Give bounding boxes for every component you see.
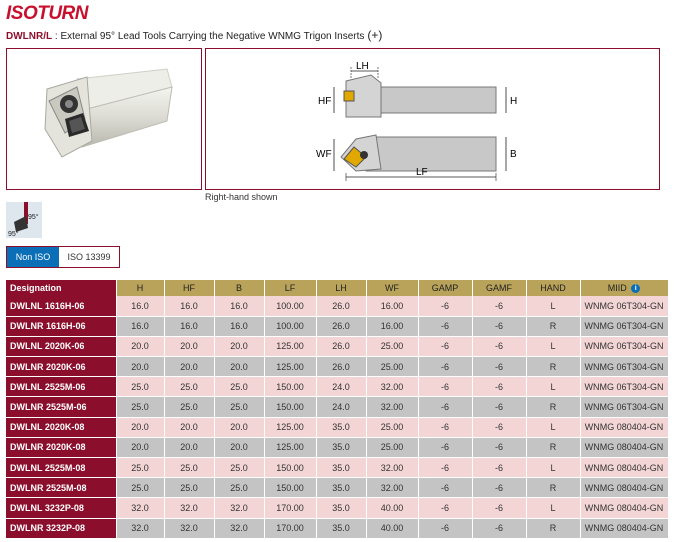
designation-link[interactable]: DWLNR 3232P-08 (6, 518, 116, 538)
designation-link[interactable]: DWLNL 3232P-08 (6, 498, 116, 518)
table-cell: WNMG 06T304-GN (580, 397, 668, 417)
product-code: DWLNR/L (6, 31, 53, 42)
table-cell: 35.0 (316, 458, 366, 478)
table-cell: 125.00 (264, 336, 316, 356)
table-cell: 150.00 (264, 478, 316, 498)
designation-link[interactable]: DWLNR 2020K-06 (6, 357, 116, 377)
table-cell: WNMG 06T304-GN (580, 296, 668, 316)
table-cell: L (526, 417, 580, 437)
table-cell: 100.00 (264, 316, 316, 336)
table-cell: 35.0 (316, 518, 366, 538)
table-cell: -6 (472, 316, 526, 336)
table-cell: 40.00 (366, 518, 418, 538)
table-cell: WNMG 06T304-GN (580, 336, 668, 356)
table-cell: 16.0 (164, 316, 214, 336)
designation-link[interactable]: DWLNR 2525M-06 (6, 397, 116, 417)
table-row[interactable] (6, 336, 668, 356)
table-cell: -6 (472, 498, 526, 518)
table-cell: 20.0 (116, 417, 164, 437)
table-cell: -6 (472, 518, 526, 538)
table-cell: 35.0 (316, 478, 366, 498)
table-cell: 16.0 (116, 296, 164, 316)
table-cell: 20.0 (164, 437, 214, 457)
dimension-drawing (206, 49, 659, 189)
standard-tabs (6, 246, 120, 268)
dim-label-wf: WF (316, 149, 332, 160)
table-cell: 40.00 (366, 498, 418, 518)
table-cell: 25.00 (366, 357, 418, 377)
designation-link[interactable]: DWLNL 1616H-06 (6, 296, 116, 316)
table-cell: -6 (418, 357, 472, 377)
col-header-lf[interactable]: LF (264, 280, 316, 296)
table-cell: 24.0 (316, 397, 366, 417)
designation-link[interactable]: DWLNL 2525M-06 (6, 377, 116, 397)
isoturn-logo (6, 4, 88, 24)
table-row[interactable] (6, 417, 668, 437)
table-row[interactable] (6, 316, 668, 336)
table-cell: 20.0 (164, 357, 214, 377)
designation-link[interactable]: DWLNR 1616H-06 (6, 316, 116, 336)
table-cell: L (526, 377, 580, 397)
plus-icon[interactable]: (+) (367, 28, 383, 42)
table-cell: -6 (418, 316, 472, 336)
table-cell: 25.0 (164, 458, 214, 478)
table-cell: 170.00 (264, 518, 316, 538)
tool-image-panel (6, 48, 202, 190)
table-cell: R (526, 316, 580, 336)
table-cell: 32.0 (214, 518, 264, 538)
dim-label-b: B (510, 149, 517, 160)
table-cell: L (526, 296, 580, 316)
col-header-hf[interactable]: HF (164, 280, 214, 296)
table-cell: 16.0 (214, 296, 264, 316)
table-cell: -6 (418, 296, 472, 316)
designation-link[interactable]: DWLNL 2020K-08 (6, 417, 116, 437)
table-cell: 32.0 (116, 518, 164, 538)
table-cell: L (526, 336, 580, 356)
table-cell: WNMG 06T304-GN (580, 316, 668, 336)
table-cell: 24.0 (316, 377, 366, 397)
col-header-designation[interactable]: Designation (6, 280, 116, 296)
table-cell: 16.0 (164, 296, 214, 316)
table-cell: 170.00 (264, 498, 316, 518)
designation-link[interactable]: DWLNR 2020K-08 (6, 437, 116, 457)
table-cell: 150.00 (264, 458, 316, 478)
table-cell: 32.0 (116, 498, 164, 518)
table-cell: L (526, 498, 580, 518)
table-row[interactable] (6, 498, 668, 518)
col-header-wf[interactable]: WF (366, 280, 418, 296)
table-cell: -6 (418, 377, 472, 397)
technical-drawing-panel (205, 48, 660, 190)
table-cell: -6 (472, 437, 526, 457)
table-cell: -6 (472, 478, 526, 498)
table-cell: 20.0 (214, 336, 264, 356)
table-cell: 125.00 (264, 417, 316, 437)
col-header-lh[interactable]: LH (316, 280, 366, 296)
designation-link[interactable]: DWLNL 2020K-06 (6, 336, 116, 356)
table-cell: 25.0 (214, 397, 264, 417)
col-header-gamp[interactable]: GAMP (418, 280, 472, 296)
table-cell: R (526, 518, 580, 538)
designation-link[interactable]: DWLNR 2525M-08 (6, 478, 116, 498)
table-row[interactable] (6, 458, 668, 478)
table-cell: 32.0 (214, 498, 264, 518)
table-cell: 25.0 (116, 397, 164, 417)
table-cell: 125.00 (264, 437, 316, 457)
title-separator: : (52, 31, 61, 42)
col-header-h[interactable]: H (116, 280, 164, 296)
table-cell: WNMG 080404-GN (580, 417, 668, 437)
table-cell: 25.0 (164, 377, 214, 397)
dim-label-hf: HF (318, 96, 332, 107)
table-cell: -6 (418, 498, 472, 518)
table-cell: WNMG 080404-GN (580, 437, 668, 457)
angle-label: 95° (28, 214, 39, 221)
tool-holder-image (7, 49, 201, 189)
table-cell: 16.00 (366, 296, 418, 316)
table-cell: -6 (472, 458, 526, 478)
col-header-b[interactable]: B (214, 280, 264, 296)
table-cell: -6 (418, 478, 472, 498)
table-cell: -6 (418, 397, 472, 417)
table-row[interactable] (6, 357, 668, 377)
table-cell: -6 (418, 458, 472, 478)
table-cell: 32.00 (366, 458, 418, 478)
table-cell: WNMG 080404-GN (580, 498, 668, 518)
page-title (6, 28, 382, 42)
table-cell: WNMG 080404-GN (580, 478, 668, 498)
table-cell: -6 (472, 377, 526, 397)
table-cell: L (526, 458, 580, 478)
table-cell: 25.00 (366, 336, 418, 356)
table-cell: -6 (472, 296, 526, 316)
table-cell: -6 (472, 397, 526, 417)
table-cell: R (526, 397, 580, 417)
table-cell: 20.0 (214, 417, 264, 437)
table-cell: R (526, 478, 580, 498)
table-cell: 25.0 (214, 478, 264, 498)
table-cell: 20.0 (214, 437, 264, 457)
table-header-row (6, 280, 668, 296)
logo-text: ISOTURN (6, 3, 88, 24)
table-cell: 20.0 (116, 357, 164, 377)
table-cell: 25.0 (116, 458, 164, 478)
table-cell: 25.0 (116, 377, 164, 397)
table-cell: 25.0 (214, 458, 264, 478)
table-cell: -6 (472, 357, 526, 377)
table-cell: 20.0 (214, 357, 264, 377)
table-cell: WNMG 080404-GN (580, 458, 668, 478)
table-cell: 25.00 (366, 437, 418, 457)
table-cell: 16.00 (366, 316, 418, 336)
table-cell: 32.00 (366, 377, 418, 397)
col-header-hand[interactable]: HAND (526, 280, 580, 296)
table-cell: 32.00 (366, 397, 418, 417)
table-row[interactable] (6, 296, 668, 316)
lead-angle-icon (6, 202, 42, 238)
table-cell: 20.0 (116, 336, 164, 356)
table-cell: 32.0 (164, 518, 214, 538)
table-cell: 35.0 (316, 417, 366, 437)
table-cell: 20.0 (116, 437, 164, 457)
table-cell: 25.0 (164, 397, 214, 417)
table-cell: 25.00 (366, 417, 418, 437)
table-cell: 20.0 (164, 417, 214, 437)
table-cell: 25.0 (214, 377, 264, 397)
table-cell: 125.00 (264, 357, 316, 377)
tool-spec-table (6, 280, 669, 539)
table-cell: R (526, 437, 580, 457)
table-cell: 35.0 (316, 437, 366, 457)
table-cell: 16.0 (214, 316, 264, 336)
tab-iso-13399[interactable]: ISO 13399 (67, 252, 111, 262)
table-cell: 26.0 (316, 336, 366, 356)
table-cell: -6 (472, 336, 526, 356)
table-cell: 100.00 (264, 296, 316, 316)
angle-label-lower: 95° (8, 231, 19, 238)
designation-link[interactable]: DWLNL 2525M-08 (6, 458, 116, 478)
table-row[interactable] (6, 518, 668, 538)
table-row[interactable] (6, 397, 668, 417)
table-cell: 150.00 (264, 377, 316, 397)
table-cell: 26.0 (316, 316, 366, 336)
col-header-gamf[interactable]: GAMF (472, 280, 526, 296)
drawing-caption: Right-hand shown (205, 192, 278, 202)
tab-non-iso[interactable]: Non ISO (7, 247, 59, 267)
table-row[interactable] (6, 478, 668, 498)
table-cell: 35.0 (316, 498, 366, 518)
info-icon[interactable]: i (631, 284, 640, 293)
table-cell: 26.0 (316, 296, 366, 316)
dim-label-h: H (510, 96, 518, 107)
table-cell: 150.00 (264, 397, 316, 417)
dim-label-lf: LF (416, 167, 428, 178)
col-header-miid-label: MIID (607, 282, 627, 293)
table-row[interactable] (6, 437, 668, 457)
table-cell: -6 (418, 437, 472, 457)
table-cell: WNMG 080404-GN (580, 518, 668, 538)
table-cell: WNMG 06T304-GN (580, 357, 668, 377)
table-cell: -6 (418, 417, 472, 437)
table-cell: 25.0 (164, 478, 214, 498)
table-cell: WNMG 06T304-GN (580, 377, 668, 397)
table-cell: 32.00 (366, 478, 418, 498)
table-cell: 26.0 (316, 357, 366, 377)
col-header-miid[interactable] (580, 280, 668, 296)
table-cell: -6 (472, 417, 526, 437)
table-cell: 20.0 (164, 336, 214, 356)
table-cell: R (526, 357, 580, 377)
table-cell: 25.0 (116, 478, 164, 498)
table-row[interactable] (6, 377, 668, 397)
dim-label-lh: LH (356, 61, 369, 72)
product-description: External 95° Lead Tools Carrying the Negative WNMG Trigon Inserts (60, 31, 365, 42)
table-cell: -6 (418, 518, 472, 538)
table-cell: -6 (418, 336, 472, 356)
table-cell: 32.0 (164, 498, 214, 518)
table-cell: 16.0 (116, 316, 164, 336)
